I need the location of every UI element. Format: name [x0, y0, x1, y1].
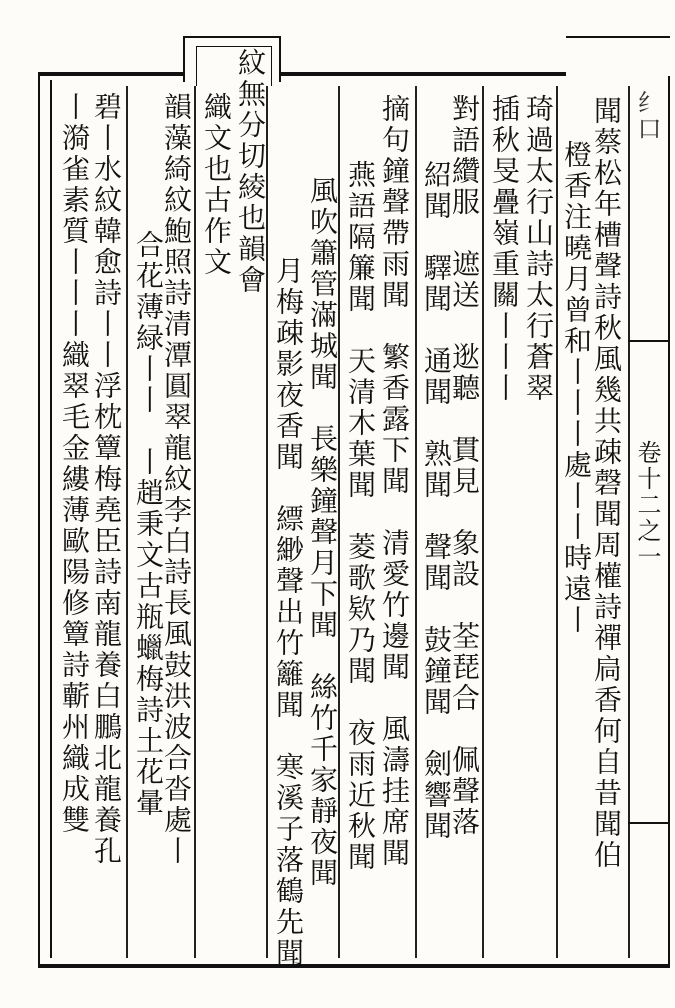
text-column: 燕語隔簾聞 天清木葉聞 菱歌欵乃聞 夜雨近秋聞 [344, 160, 377, 873]
text-column: 橙香注曉月曾和丨丨丨處丨丨時遠丨 [560, 140, 593, 636]
column-rule [415, 86, 417, 958]
text-column: 合花薄緑丨丨 丨趙秉文古瓶蠟梅詩土花暈 [132, 230, 165, 819]
text-column: 丨漪雀素質丨丨丨織翠毛金縷薄歐陽修簟詩蘄州織成雙 [58, 92, 91, 836]
text-column: 對語纘服 遮送 逖聽 貫見 象設 荃琵合 佩聲落 [448, 94, 481, 838]
text-column: 風吹簫管滿城聞 長樂鐘聲月下聞 絲竹千家靜夜聞 [306, 176, 339, 889]
text-column: 月梅疎影夜香聞 縹緲聲出竹籬聞 寒溪子落鶴先聞 [272, 256, 305, 969]
page-corner-line [566, 36, 670, 38]
volume-label: 卷十二之一 [633, 440, 661, 570]
text-column: 摘句鐘聲帶雨聞 繁香露下聞 清愛竹邊聞 風濤挂席聞 [378, 94, 411, 869]
text-column: 琦過太行山詩太行蒼翠 [522, 94, 555, 404]
column-rule [126, 86, 128, 958]
text-column: 碧丨水紋韓愈詩丨丨浮枕簟梅堯臣詩南龍養白鵬北龍養孔 [90, 92, 123, 867]
text-column: 聞蔡松年槽聲詩秋風幾共疎磬聞周權詩禪扃香何自昔聞伯 [590, 96, 623, 871]
text-column: 紋無分切綾也韻會 [234, 48, 267, 296]
column-rule [482, 86, 484, 958]
text-column: 織文也古作文 [200, 92, 233, 278]
frame-inner-border [50, 80, 52, 958]
side-header: 纟口 [633, 90, 661, 142]
text-column: 紹聞 驛聞 通聞 熟聞 聲聞 鼓鐘聞 劍響聞 [420, 160, 453, 842]
text-column: 插秋旻疊嶺重關丨丨丨 [488, 94, 521, 404]
page-corner-cut [566, 26, 670, 76]
text-column: 韻藻綺紋鮑照詩清潭圓翠龍紋李白詩長風鼓洪波合沓處丨 [160, 92, 193, 867]
side-tick [628, 340, 670, 342]
side-tick [628, 822, 670, 824]
column-rule [194, 86, 196, 958]
